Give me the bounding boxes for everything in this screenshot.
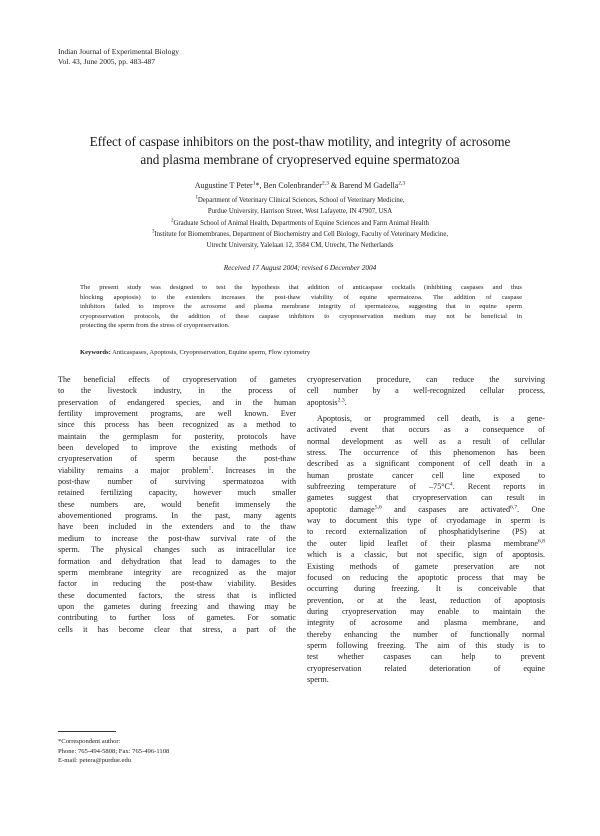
body-line: integrity of acrosome and plasma membrane, and [307, 618, 545, 628]
body-line: sperm following freezing. The aim of this study is to [307, 640, 545, 650]
body-line: cells it has become clear that stress, a part of the [58, 624, 296, 634]
abstract-line: blocking apoptosis) to the extenders increases the post-thaw viability of equine spermatozoa. The addition of caspase [80, 293, 522, 301]
body-line: cryopreservation related deterioration of equine [307, 663, 545, 673]
body-line: abovementioned programs. In the past, many agents [58, 511, 296, 521]
body-line: gametes suggest that cryopreservation can result in [307, 493, 545, 503]
body-line: post-thaw number of surviving spermatozoa with [58, 477, 296, 487]
affiliation-mark: 2,3 [398, 180, 406, 187]
body-line: maintain the germplasm for posterity, protocols have [58, 431, 296, 441]
citation-mark: 5,6 [374, 504, 382, 511]
body-line: subfreezing temperature of $-75^\circ C^4$. Recent reports in [307, 481, 545, 492]
body-line: formation and dehydration that lead to damages to the [58, 556, 296, 566]
footnote-line: E-mail: petera@purdue.edu [58, 757, 132, 764]
affiliation-line: $^2$Graduate School of Animal Health, Departments of Equine Sciences and Farm Animal Health [171, 218, 429, 227]
citation-mark: 2,3 [337, 397, 345, 403]
body-line: have been included in the extenders and to the thaw [58, 522, 296, 532]
body-line: which is a classic, but not specific, sign of apoptosis. [307, 550, 545, 560]
body-line: sperm membrane integrity are recognized as the major [58, 567, 296, 577]
footnote-divider [58, 731, 116, 732]
body-line: to the livestock industry, in the process of [58, 386, 296, 396]
keywords-text: Anticaspases, Apoptosis, Cryopreservation, Equine sperm, Flow cytometry [110, 349, 311, 356]
body-line: viability remains a major problem$^1$. Increases in the [58, 465, 297, 475]
footnote-line: *Correspondent author: [58, 738, 121, 745]
body-line: medium to increase the post-thaw survival rate of the [58, 533, 296, 543]
author-name: Augustine T Peter [194, 181, 253, 190]
title-line-2: and plasma membrane of cryopreserved equine spermatozoa [140, 152, 460, 167]
body-line: cryopreservation procedure, can reduce the surviving [307, 375, 545, 384]
body-line: way to document this type of cryodamage in sperm is [307, 516, 545, 526]
body-line: normal development as well as a result of cellular [307, 436, 545, 446]
body-line: factor in reducing the post-thaw viability. Besides [58, 579, 296, 589]
abstract-line: cryopreservation protocols, the addition of these caspase inhibitors to cryopreservation medium may not be beneficial in [80, 312, 522, 320]
body-line: to record externalization of phosphatidylserine (PS) at [307, 527, 545, 537]
body-line: The beneficial effects of cryopreservation of gametes [58, 375, 296, 384]
body-line: sperm. The physical changes such as intracellular ice [58, 545, 296, 555]
affiliation-mark: 1 [252, 180, 256, 187]
affiliation-line: Purdue University, Harrison Street, West Lafayette, IN 47907, USA [207, 208, 393, 216]
journal-header [58, 47, 179, 67]
body-line: stress. The occurrence of this phenomenon has been [307, 448, 545, 458]
body-line: Existing methods of gamete preservation are not [307, 561, 545, 571]
author-name: & Barend M Gadella [328, 181, 399, 190]
body-line: human prostate cancer cell line exposed to [307, 470, 545, 480]
body-line: fertility improvement programs, are well known. Ever [58, 409, 296, 419]
article-title [50, 133, 550, 169]
citation-mark: 6,8 [537, 538, 545, 545]
body-line: these documented factors, the stress that is inflicted [58, 590, 296, 600]
abstract-line: inhibitors failed to improve the acrosome and plasma membrane integrity of spermatozoa, suggesting that in equine sperm [80, 303, 522, 310]
abstract [80, 283, 522, 331]
journal-volume: Vol. 43, June 2005, pp. 483-487 [58, 57, 156, 66]
correspondence-footnote [58, 737, 169, 766]
citation-mark: 6,7 [510, 504, 518, 511]
author-list [50, 180, 550, 191]
body-line: been developed to improve the existing methods of [58, 443, 296, 453]
body-line: described as a significant component of cell death in a [307, 459, 545, 469]
body-column-left [58, 374, 296, 635]
body-line: activated event that occurs as a consequence of [307, 425, 545, 435]
abstract-line: The present study was designed to test the hypothesis that addition of anticaspase cocktails (inhibiting caspases and thus [80, 284, 522, 291]
body-line: sperm. [307, 674, 329, 684]
affiliation-line: Utrecht University, Yalelaan 12, 3584 CM, Utrecht, The Netherlands [206, 242, 394, 250]
body-line: retained fertilizing capacity, however much smaller [58, 488, 296, 498]
body-line: cryopreservation of sperm because the post-thaw [58, 454, 296, 464]
body-line: the outer lipid leaflet of their plasma membrane$^{6,8}$ [307, 538, 545, 548]
keywords [80, 349, 522, 356]
body-line: cell number by a well-recognized cellular process, [307, 386, 545, 396]
body-column-right [307, 374, 545, 685]
body-line: upon the gametes during freezing and thawing may be [58, 601, 296, 611]
footnote-line: Phone: 765-494-5808; Fax: 765-496-1108 [58, 747, 170, 755]
body-line: focused on reducing the apoptotic process that may be [307, 572, 545, 582]
body-line: since this process has been recognized as a method to [58, 420, 296, 430]
keywords-label: Keywords: [80, 349, 111, 356]
affiliation-line: $^1$Department of Veterinary Clinical Sciences, School of Veterinary Medicine, [195, 195, 405, 204]
citation-mark: 1 [208, 465, 212, 472]
journal-name: Indian Journal of Experimental Biology [58, 47, 180, 56]
body-line: these numbers are, would benefit immensely the [58, 499, 296, 509]
citation-mark: 4 [449, 481, 453, 488]
received-dates: Received 17 August 2004; revised 6 December 2004 [223, 263, 377, 272]
body-line: contributing to further loss of gametes. For somatic [58, 613, 296, 623]
affiliations [50, 195, 550, 251]
body-line: apoptosis$^{2,3}$. [307, 397, 347, 407]
body-line: thereby enhancing the number of functionally normal [307, 629, 545, 639]
body-line: Apoptosis, or programmed cell death, is a gene- [317, 414, 545, 424]
affiliation-mark: 2,3 [321, 180, 329, 187]
correspondent-mark: * [255, 181, 260, 190]
body-line: occurring during freezing. It is conceivable that [307, 584, 545, 594]
body-line: during cryopreservation may enable to maintain the [307, 606, 545, 616]
body-line: preservation of endangered species, and in the human [58, 397, 296, 407]
body-line: apoptotic damage$^{5,6}$ and caspases are activated$^{6,7}$. One [307, 504, 545, 514]
affiliation-line: $^3$Institute for Biomembranes, Department of Biochemistry and Cell Biology, Faculty of Veterinary Medicine, [151, 229, 449, 238]
body-line: prevention, or at the least, reduction of apoptosis [307, 595, 545, 605]
abstract-line: protecting the sperm from the stress of cryopreservation. [80, 322, 230, 329]
body-line: test whether caspases can help to prevent [307, 652, 545, 662]
author-name: , Ben Colenbrander [259, 181, 322, 190]
title-line-1: Effect of caspase inhibitors on the post-thaw motility, and integrity of acrosome [89, 134, 511, 149]
